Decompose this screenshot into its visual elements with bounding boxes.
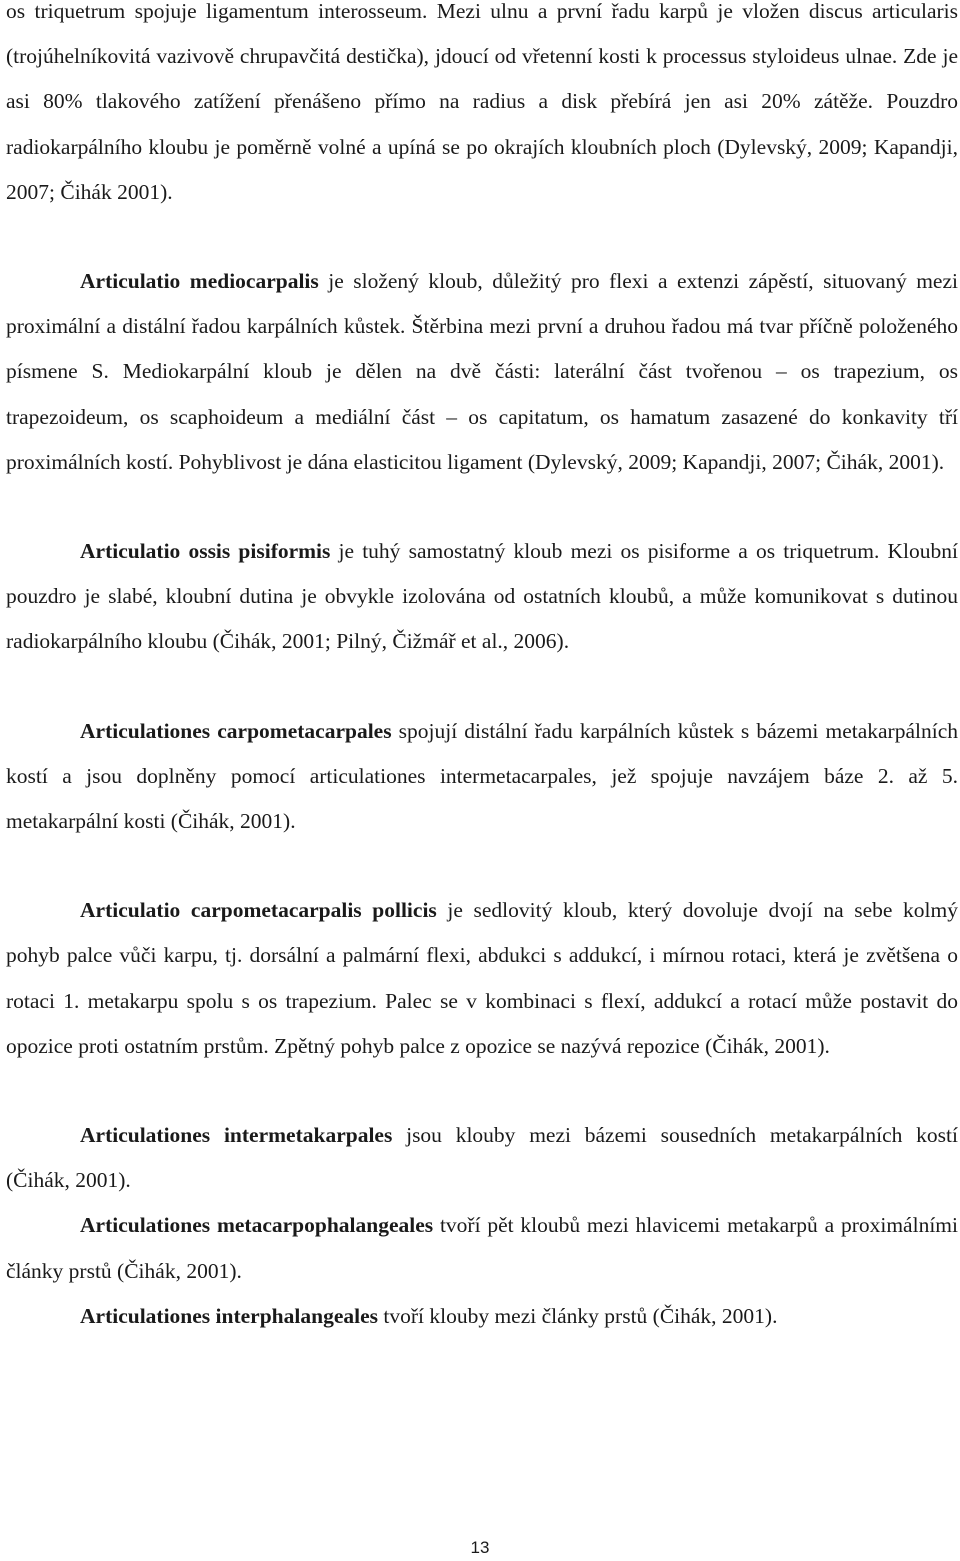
paragraph-carpometacarpales <box>6 709 958 845</box>
term-heading: Articulatio ossis pisiformis <box>80 539 331 564</box>
paragraph-mediocarpalis <box>6 259 958 485</box>
paragraph-text: je tuhý samostatný kloub mezi os pisiforme a os triquetrum. Kloubní pouzdro je slabé, kloubní dutina je obvykle izolována od ostatních kloubů, a může komunikovat s dutinou radiokarpálního kloubu (Čihák, 2001; Pilný, Čižmář et al., 2006). <box>6 539 959 654</box>
paragraph-intermetakarpales <box>6 1113 958 1203</box>
paragraph-carpometacarpalis-pollicis <box>6 888 958 1069</box>
paragraph-text: tvoří klouby mezi články prstů (Čihák, 2001). <box>378 1303 778 1328</box>
paragraph-text: spojují distální řadu karpálních kůstek s bázemi metakarpálních kostí a jsou doplněny pomocí articulationes intermetacarpales, jež spojuje navzájem báze 2. až 5. metakarpální kosti (Čihák, 2001). <box>6 718 958 834</box>
paragraph-interphalangeales <box>6 1294 958 1339</box>
paragraph-ossis-pisiformis <box>6 529 958 665</box>
paragraph-text: os triquetrum spojuje ligamentum interosseum. Mezi ulnu a první řadu karpů je vložen discus articularis (trojúhelníkovitá vazivově chrupavčitá destička), jdoucí od vřetenní kosti k processus styloideus ulnae. Zde je asi 80% tlakového zatížení přenášeno přímo na radius a disk přebírá jen asi 20% zátěže. Pouzdro radiokarpálního kloubu je poměrně volné a upíná se po okrajích kloubních ploch (Dylevský, 2009; Kapandji, 2007; Čihák 2001). <box>6 0 958 204</box>
paragraph-radiocarpal-continued <box>6 0 958 215</box>
paragraph-text: tvoří pět kloubů mezi hlavicemi metakarpů a proximálními články prstů (Čihák, 2001). <box>6 1213 958 1283</box>
paragraph-metacarpophalangeales <box>6 1203 958 1293</box>
term-heading: Articulatio carpometacarpalis pollicis <box>80 898 437 923</box>
term-heading: Articulationes carpometacarpales <box>80 718 392 743</box>
term-heading: Articulationes interphalangeales <box>80 1303 378 1328</box>
paragraph-text: je složený kloub, důležitý pro flexi a extenzi zápěstí, situovaný mezi proximální a distální řadou karpálních kůstek. Štěrbina mezi první a druhou řadou má tvar příčně položeného písmene S. Mediokarpální kloub je dělen na dvě části: laterální část tvořenou – os trapezium, os trapezoideum, os scaphoideum a mediální část – os capitatum, os hamatum zasazené do konkavity tří proximálních kostí. Pohyblivost je dána elasticitou ligament (Dylevský, 2009; Kapandji, 2007; Čihák, 2001). <box>6 269 958 474</box>
page-number: 13 <box>470 1538 490 1557</box>
paragraph-text: jsou klouby mezi bázemi sousedních metakarpálních kostí (Čihák, 2001). <box>6 1123 958 1193</box>
term-heading: Articulationes intermetakarpales <box>80 1123 393 1148</box>
term-heading: Articulationes metacarpophalangeales <box>80 1213 434 1238</box>
paragraph-text: je sedlovitý kloub, který dovoluje dvojí na sebe kolmý pohyb palce vůči karpu, tj. dorsální a palmární flexi, abdukci s addukcí, i mírnou rotaci, která je zvětšena o rotaci 1. metakarpu spolu s os trapezium. Palec se v kombinaci s flexí, addukcí a rotací může postavit do opozice proti ostatním prstům. Zpětný pohyb palce z opozice se nazývá repozice (Čihák, 2001). <box>6 898 958 1058</box>
document-page <box>6 0 958 1339</box>
term-heading: Articulatio mediocarpalis <box>80 269 319 294</box>
